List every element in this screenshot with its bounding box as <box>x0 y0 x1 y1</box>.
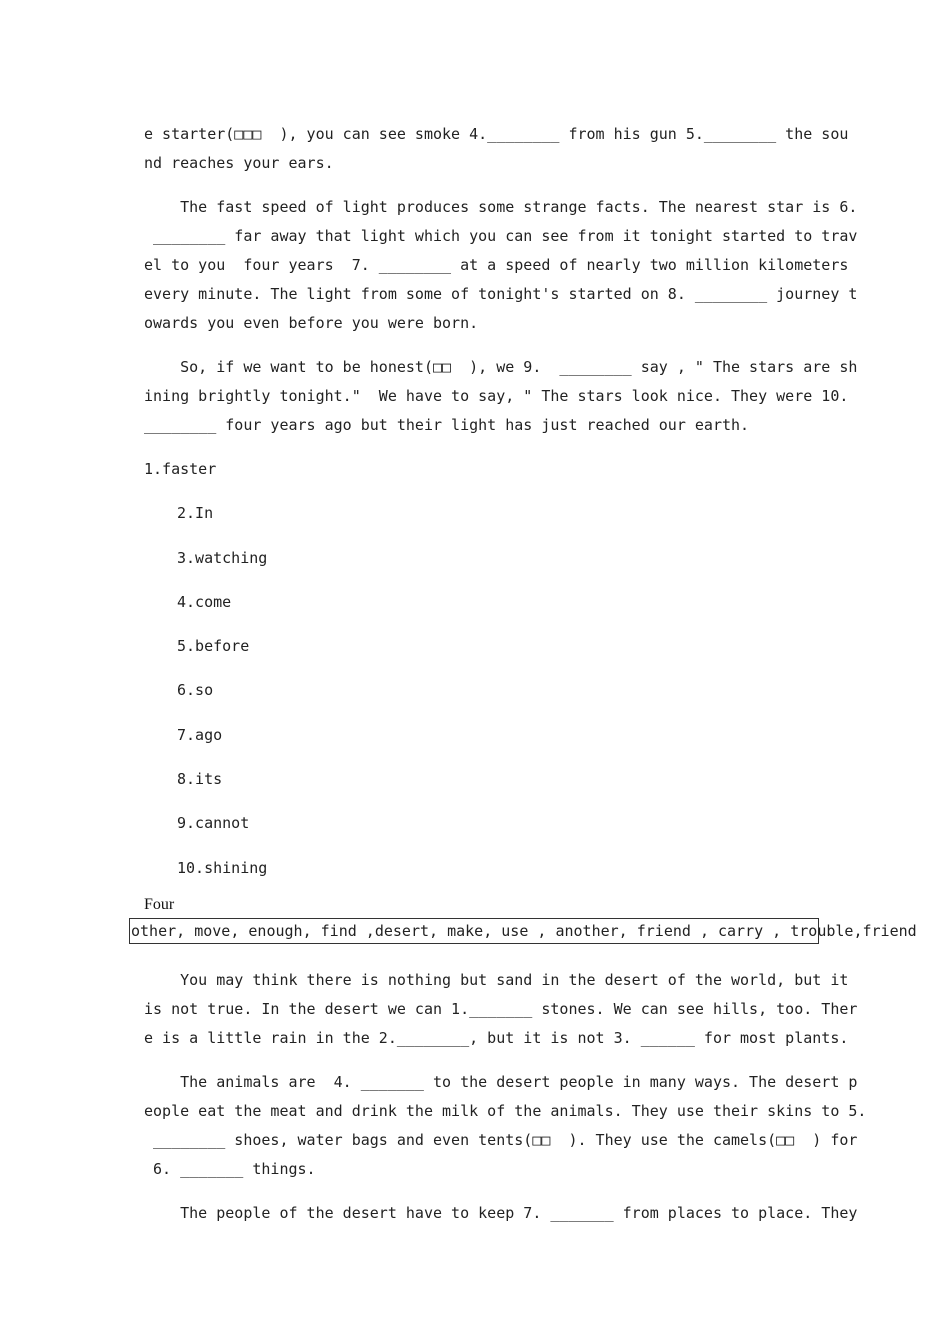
passage-line: every minute. The light from some of tonight's started on 8. ________ journey t <box>144 285 858 303</box>
answer-item: 1.faster <box>144 460 217 478</box>
passage-line: 6. _______ things. <box>144 1160 316 1178</box>
passage-line: ________ far away that light which you can see from it tonight started to trav <box>144 227 858 245</box>
passage-line: e is a little rain in the 2.________, but it is not 3. ______ for most plants. <box>144 1029 849 1047</box>
passage-line: is not true. In the desert we can 1._______ stones. We can see hills, too. Ther <box>144 1000 858 1018</box>
passage-line: ________ shoes, water bags and even tents(□□ ). They use the camels(□□ ) for <box>144 1131 858 1149</box>
answer-item: 5.before <box>177 637 250 655</box>
passage-line: You may think there is nothing but sand in the desert of the world, but it <box>144 971 849 989</box>
answer-item: 7.ago <box>177 726 223 744</box>
passage-line: ________ four years ago but their light has just reached our earth. <box>144 416 750 434</box>
answer-item: 8.its <box>177 770 223 788</box>
answer-item: 4.come <box>177 593 232 611</box>
answer-item: 9.cannot <box>177 814 250 832</box>
answer-item: 3.watching <box>177 549 268 567</box>
passage-line: The animals are 4. _______ to the desert people in many ways. The desert p <box>144 1073 858 1091</box>
passage-line: el to you four years 7. ________ at a speed of nearly two million kilometers <box>144 256 849 274</box>
passage-line: e starter(□□□ ), you can see smoke 4.________ from his gun 5.________ the sou <box>144 125 849 143</box>
passage-line: So, if we want to be honest(□□ ), we 9. ________ say , " The stars are sh <box>144 358 858 376</box>
passage-line: eople eat the meat and drink the milk of the animals. They use their skins to 5. <box>144 1102 867 1120</box>
passage-line: The people of the desert have to keep 7. _______ from places to place. They <box>144 1204 858 1222</box>
passage-line: The fast speed of light produces some strange facts. The nearest star is 6. <box>144 198 858 216</box>
section-heading: Four <box>144 896 175 913</box>
answer-item: 6.so <box>177 681 214 699</box>
word-bank-box: other, move, enough, find ,desert, make, use , another, friend , carry , trouble,friend <box>129 918 819 944</box>
answer-item: 2.In <box>177 504 214 522</box>
answer-item: 10.shining <box>177 859 268 877</box>
passage-line: ining brightly tonight." We have to say, " The stars look nice. They were 10. <box>144 387 849 405</box>
passage-line: nd reaches your ears. <box>144 154 334 172</box>
passage-line: owards you even before you were born. <box>144 314 479 332</box>
